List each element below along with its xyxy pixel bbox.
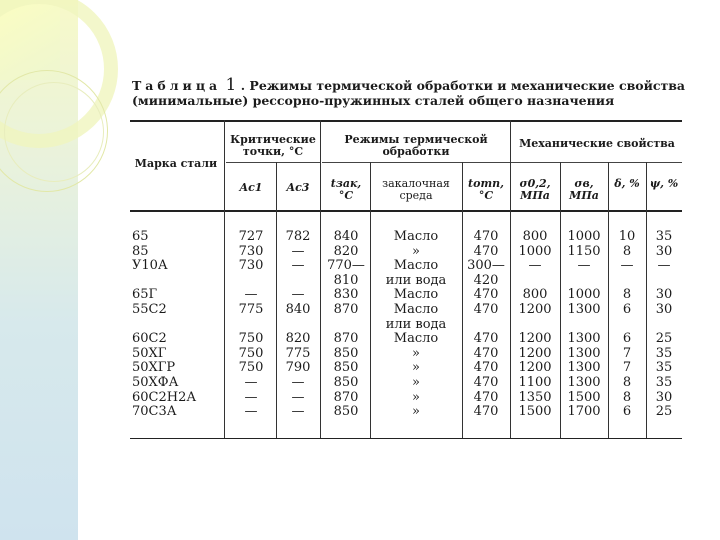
- cell-ac3: [276, 274, 320, 289]
- cell-sigmab: 1700: [567, 404, 601, 420]
- cell-t-temper: 470: [473, 360, 499, 376]
- cell-t-temper: 470: [473, 301, 499, 317]
- cell-grade: 60С2: [132, 331, 167, 347]
- cell-medium: Масло: [393, 258, 439, 274]
- cell-ac3: 820: [285, 331, 311, 347]
- cell-sigmab: 1500: [567, 389, 601, 405]
- column-sigma02: [510, 230, 560, 420]
- header-sigmab: σв, МПа: [569, 177, 599, 202]
- cell-sigmab: 1300: [567, 301, 601, 317]
- cell-medium: »: [412, 243, 420, 259]
- header-subrule: [510, 162, 682, 163]
- cell-sigma02: 1200: [518, 331, 552, 347]
- cell-sigma02: 1000: [518, 243, 552, 259]
- cell-ac3: 790: [285, 360, 311, 376]
- cell-sigma02: 1500: [518, 404, 552, 420]
- cell-grade: 65: [132, 229, 149, 244]
- cell-delta: 8: [622, 243, 632, 259]
- cell-sigmab: [560, 274, 608, 289]
- cell-t-quench: 820: [333, 243, 359, 259]
- cell-ac1: 730: [238, 243, 264, 259]
- column-ac1: [226, 230, 276, 420]
- cell-medium: »: [412, 360, 420, 376]
- cell-t-temper: 470: [473, 331, 499, 347]
- header-sigma02: σ0,2, МПа: [519, 177, 551, 202]
- scanned-table: [130, 75, 686, 448]
- cell-ac1: —: [244, 404, 258, 420]
- cell-grade: 55С2: [132, 301, 167, 317]
- cell-grade: 65Г: [132, 287, 158, 303]
- cell-medium: »: [412, 404, 420, 420]
- cell-t-quench: [322, 318, 370, 333]
- cell-ac3: —: [291, 374, 305, 390]
- cell-grade: 50ХГ: [132, 345, 167, 361]
- column-delta: [608, 230, 646, 420]
- cell-ac1: [226, 274, 276, 289]
- header-quench-medium: закалочная среда: [382, 177, 450, 202]
- header-t-temper: tотп, °С: [468, 177, 504, 202]
- cell-sigma02: 800: [522, 287, 548, 303]
- header-psi: ψ, %: [649, 177, 679, 190]
- column-ac3: [276, 230, 320, 420]
- cell-psi: 35: [655, 345, 673, 361]
- cell-ac1: 727: [238, 229, 264, 244]
- cell-sigma02: [510, 274, 560, 289]
- cell-ac1: 775: [238, 301, 264, 317]
- cell-t-quench: 870: [333, 331, 359, 347]
- cell-delta: [608, 274, 646, 289]
- header-subrule: [322, 162, 510, 163]
- cell-ac1: 750: [238, 345, 264, 361]
- caption-title-line2: (минимальные) рессорно-пружинных сталей общего назначения: [132, 93, 615, 108]
- column-t-quench: [322, 230, 370, 420]
- cell-ac1: —: [244, 374, 258, 390]
- cell-t-quench: 850: [333, 404, 359, 420]
- cell-sigma02: [510, 318, 560, 333]
- cell-t-temper: 470: [473, 287, 499, 303]
- cell-delta: 8: [622, 374, 632, 390]
- cell-psi: 25: [655, 331, 673, 347]
- cell-psi: 30: [655, 389, 673, 405]
- cell-ac3: —: [291, 258, 305, 274]
- cell-delta: [608, 318, 646, 333]
- cell-medium: Масло: [393, 287, 439, 303]
- cell-ac1: [226, 318, 276, 333]
- cell-psi: 25: [655, 404, 673, 420]
- cell-sigmab: 1300: [567, 345, 601, 361]
- header-ac1: Ac1: [239, 181, 263, 194]
- column-grade: [132, 230, 222, 420]
- cell-grade: 60С2Н2А: [132, 389, 197, 405]
- column-sigmab: [560, 230, 608, 420]
- cell-grade: 50ХГР: [132, 360, 176, 376]
- cell-grade: [132, 274, 222, 289]
- cell-delta: —: [620, 258, 634, 274]
- header-grade: Марка стали: [134, 157, 218, 170]
- cell-delta: 8: [622, 389, 632, 405]
- cell-t-quench: 870: [333, 389, 359, 405]
- cell-medium: Масло: [393, 331, 439, 347]
- cell-ac3: 775: [285, 345, 311, 361]
- cell-sigma02: 1200: [518, 345, 552, 361]
- cell-medium: »: [412, 345, 420, 361]
- cell-t-temper: 470: [473, 374, 499, 390]
- cell-psi: 30: [655, 243, 673, 259]
- cell-psi: 35: [655, 360, 673, 376]
- caption-label: Таблица: [132, 78, 222, 93]
- cell-sigmab: 1150: [567, 243, 601, 259]
- cell-sigma02: —: [528, 258, 542, 274]
- cell-delta: 10: [618, 229, 636, 244]
- cell-t-quench: 770—: [327, 258, 365, 274]
- cell-grade: 85: [132, 243, 149, 259]
- cell-t-quench: 850: [333, 374, 359, 390]
- cell-delta: 7: [622, 345, 632, 361]
- cell-medium: Масло: [393, 301, 439, 317]
- cell-delta: 6: [622, 301, 632, 317]
- column-divider: [320, 120, 321, 438]
- cell-sigmab: 1000: [567, 229, 601, 244]
- cell-t-quench: 850: [333, 360, 359, 376]
- cell-t-quench: 850: [333, 345, 359, 361]
- cell-delta: 8: [622, 287, 632, 303]
- cell-medium: или вода: [385, 272, 447, 288]
- cell-psi: 30: [655, 287, 673, 303]
- header-ac3: Ac3: [286, 181, 310, 194]
- cell-grade: 70С3А: [132, 404, 177, 420]
- cell-ac1: —: [244, 287, 258, 303]
- cell-t-temper: 420: [473, 272, 499, 288]
- decorative-ring: [4, 82, 104, 182]
- caption-title-line1: . Режимы термической обработки и механические свойства: [240, 78, 686, 93]
- cell-medium: »: [412, 374, 420, 390]
- cell-t-temper: 470: [473, 389, 499, 405]
- cell-psi: 35: [655, 229, 673, 244]
- cell-sigma02: 1350: [518, 389, 552, 405]
- cell-t-temper: 470: [473, 229, 499, 244]
- header-critical-points: Критические точки, °С: [230, 133, 316, 158]
- cell-medium: »: [412, 389, 420, 405]
- cell-t-temper: 470: [473, 345, 499, 361]
- cell-sigmab: 1300: [567, 331, 601, 347]
- header-t-quench: tзак, °С: [330, 177, 362, 202]
- cell-ac3: —: [291, 287, 305, 303]
- cell-sigmab: 1300: [567, 360, 601, 376]
- header-bottom-rule: [130, 210, 682, 212]
- cell-ac1: —: [244, 389, 258, 405]
- column-quench-medium: [370, 230, 462, 420]
- column-psi: [646, 230, 682, 420]
- cell-t-quench: 870: [333, 301, 359, 317]
- cell-sigma02: 1200: [518, 360, 552, 376]
- table-top-rule: [130, 120, 682, 122]
- cell-t-temper: 470: [473, 404, 499, 420]
- column-t-temper: [462, 230, 510, 420]
- cell-grade: [132, 318, 222, 333]
- cell-sigmab: 1000: [567, 287, 601, 303]
- cell-sigma02: 1100: [518, 374, 552, 390]
- caption-number: 1: [225, 75, 237, 95]
- cell-ac1: 730: [238, 258, 264, 274]
- cell-ac3: —: [291, 389, 305, 405]
- cell-t-temper: 470: [473, 243, 499, 259]
- header-mechanical: Механические свойства: [519, 137, 675, 150]
- cell-psi: [646, 274, 682, 289]
- cell-delta: 6: [622, 404, 632, 420]
- cell-ac1: 750: [238, 360, 264, 376]
- cell-medium: или вода: [385, 316, 447, 332]
- cell-sigma02: 1200: [518, 301, 552, 317]
- cell-delta: 7: [622, 360, 632, 376]
- cell-grade: 50ХФА: [132, 374, 179, 390]
- cell-grade: У10А: [132, 258, 168, 274]
- table-bottom-rule: [130, 438, 682, 439]
- cell-ac3: 840: [285, 301, 311, 317]
- cell-sigmab: —: [577, 258, 591, 274]
- header-delta: δ, %: [614, 177, 640, 190]
- cell-t-temper: 300—: [467, 258, 505, 274]
- cell-ac3: —: [291, 404, 305, 420]
- cell-psi: 30: [655, 301, 673, 317]
- cell-ac3: —: [291, 243, 305, 259]
- cell-delta: 6: [622, 331, 632, 347]
- cell-ac3: 782: [285, 229, 311, 244]
- cell-sigma02: 800: [522, 229, 548, 244]
- cell-t-temper: [462, 318, 510, 333]
- cell-t-quench: 840: [333, 229, 359, 244]
- cell-sigmab: 1300: [567, 374, 601, 390]
- column-divider: [224, 120, 225, 438]
- header-heat-treatment: Режимы термической обработки: [344, 133, 488, 158]
- cell-psi: [646, 318, 682, 333]
- cell-sigmab: [560, 318, 608, 333]
- cell-t-quench: 830: [333, 287, 359, 303]
- header-subrule: [226, 162, 320, 163]
- cell-ac3: [276, 318, 320, 333]
- cell-psi: —: [657, 258, 671, 274]
- table-caption: [132, 75, 688, 108]
- cell-psi: 35: [655, 374, 673, 390]
- cell-t-quench: 810: [333, 272, 359, 288]
- cell-medium: Масло: [393, 229, 439, 244]
- cell-ac1: 750: [238, 331, 264, 347]
